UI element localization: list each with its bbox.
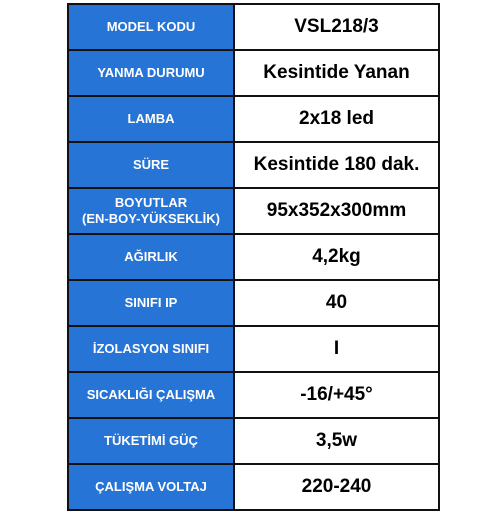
spec-label: SICAKLIĞI ÇALIŞMA bbox=[68, 372, 234, 418]
spec-label-line2: (EN-BOY-YÜKSEKLİK) bbox=[82, 211, 220, 226]
spec-value: 40 bbox=[234, 280, 439, 326]
spec-value: -16/+45° bbox=[234, 372, 439, 418]
spec-value: VSL218/3 bbox=[234, 4, 439, 50]
spec-label: AĞIRLIK bbox=[68, 234, 234, 280]
spec-label: YANMA DURUMU bbox=[68, 50, 234, 96]
spec-table bbox=[67, 3, 440, 511]
spec-row-burn-mode bbox=[68, 50, 439, 96]
spec-row-ip-class bbox=[68, 280, 439, 326]
spec-value: 220-240 bbox=[234, 464, 439, 510]
spec-value: I bbox=[234, 326, 439, 372]
spec-row-lamp bbox=[68, 96, 439, 142]
spec-label: SINIFI IP bbox=[68, 280, 234, 326]
spec-value: 95x352x300mm bbox=[234, 188, 439, 234]
spec-label: MODEL KODU bbox=[68, 4, 234, 50]
spec-label: ÇALIŞMA VOLTAJ bbox=[68, 464, 234, 510]
spec-row-dimensions bbox=[68, 188, 439, 234]
spec-row-insulation-class bbox=[68, 326, 439, 372]
spec-label: TÜKETİMİ GÜÇ bbox=[68, 418, 234, 464]
spec-row-weight bbox=[68, 234, 439, 280]
spec-label: LAMBA bbox=[68, 96, 234, 142]
spec-label: İZOLASYON SINIFI bbox=[68, 326, 234, 372]
spec-row-model-code bbox=[68, 4, 439, 50]
spec-value: 4,2kg bbox=[234, 234, 439, 280]
spec-row-duration bbox=[68, 142, 439, 188]
spec-row-power-consumption bbox=[68, 418, 439, 464]
spec-row-operating-temp bbox=[68, 372, 439, 418]
spec-value: 2x18 led bbox=[234, 96, 439, 142]
spec-value: Kesintide 180 dak. bbox=[234, 142, 439, 188]
spec-value: Kesintide Yanan bbox=[234, 50, 439, 96]
spec-row-operating-voltage bbox=[68, 464, 439, 510]
spec-value: 3,5w bbox=[234, 418, 439, 464]
spec-label-line1: BOYUTLAR bbox=[114, 195, 188, 210]
spec-label bbox=[68, 188, 234, 234]
spec-label: SÜRE bbox=[68, 142, 234, 188]
